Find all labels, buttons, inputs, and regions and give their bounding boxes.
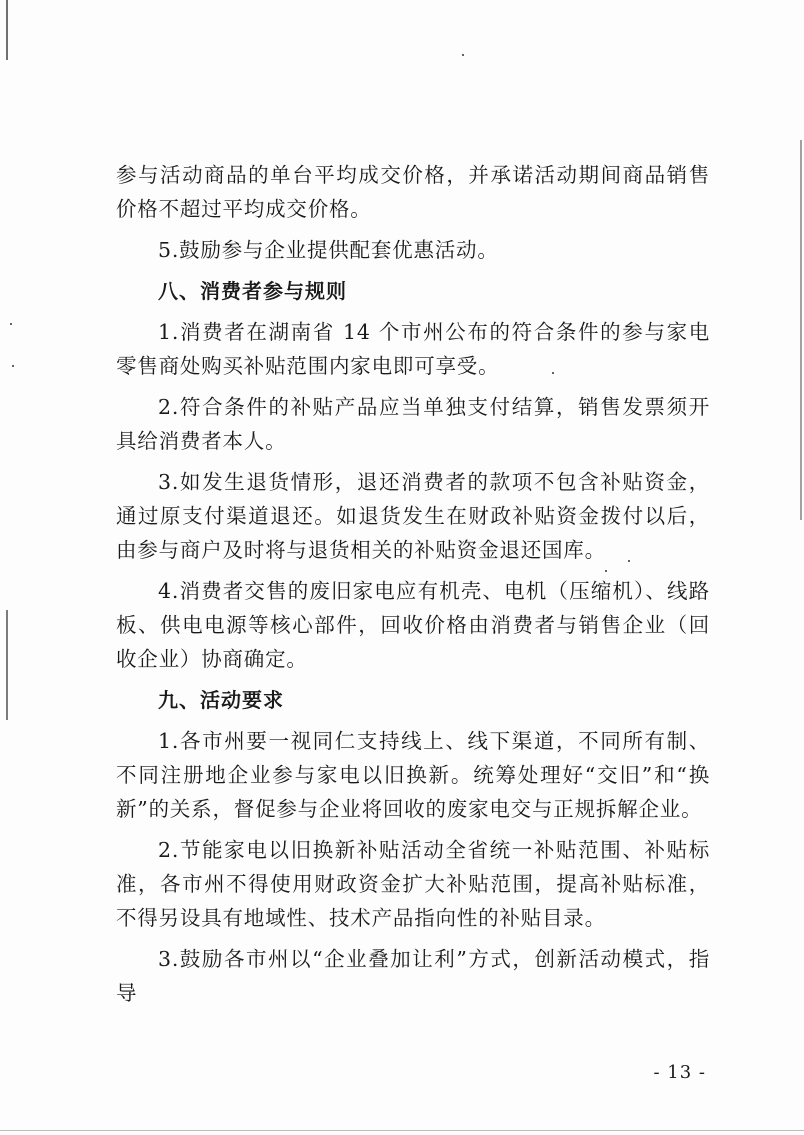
scan-edge-left	[6, 0, 8, 1135]
paragraph-consumer-rule-4: 4.消费者交售的废旧家电应有机壳、电机（压缩机）、线路板、供电电源等核心部件，回收价格由消费者与销售企业（回收企业）协商确定。	[116, 579, 710, 671]
paragraph-continuation: 参与活动商品的单台平均成交价格，并承诺活动期间商品销售价格不超过平均成交价格。	[116, 163, 710, 221]
scan-edge-right	[800, 0, 802, 1135]
paragraph-requirement-2: 2.节能家电以旧换新补贴活动全省统一补贴范围、补贴标准，各市州不得使用财政资金扩大补贴范围，提高补贴标准，不得另设具有地域性、技术产品指向性的补贴目录。	[116, 838, 710, 930]
section-heading-9: 九、活动要求	[158, 688, 284, 712]
page-number: - 13 -	[653, 1062, 706, 1083]
paragraph-consumer-rule-1: 1.消费者在湖南省 14 个市州公布的符合条件的参与家电零售商处购买补贴范围内家电即可享受。	[116, 320, 710, 378]
document-body	[116, 158, 710, 1010]
scan-speck	[462, 54, 464, 56]
paragraph-requirement-3: 3.鼓励各市州以“企业叠加让利”方式，创新活动模式，指导	[116, 947, 710, 1005]
scan-speck	[12, 365, 14, 367]
scan-speck	[10, 323, 12, 325]
paragraph-requirement-1: 1.各市州要一视同仁支持线上、线下渠道，不同所有制、不同注册地企业参与家电以旧换新。统筹处理好“交旧”和“换新”的关系，督促参与企业将回收的废家电交与正规拆解企业。	[116, 729, 710, 821]
scan-edge-bottom	[0, 1130, 804, 1131]
paragraph-consumer-rule-3: 3.如发生退货情形，退还消费者的款项不包含补贴资金，通过原支付渠道退还。如退货发生在财政补贴资金拨付以后，由参与商户及时将与退货相关的补贴资金退还国库。	[116, 470, 710, 562]
paragraph-item-5: 5.鼓励参与企业提供配套优惠活动。	[158, 238, 499, 262]
paragraph-consumer-rule-2: 2.符合条件的补贴产品应当单独支付结算，销售发票须开具给消费者本人。	[116, 395, 710, 453]
section-heading-8: 八、消费者参与规则	[158, 279, 347, 303]
